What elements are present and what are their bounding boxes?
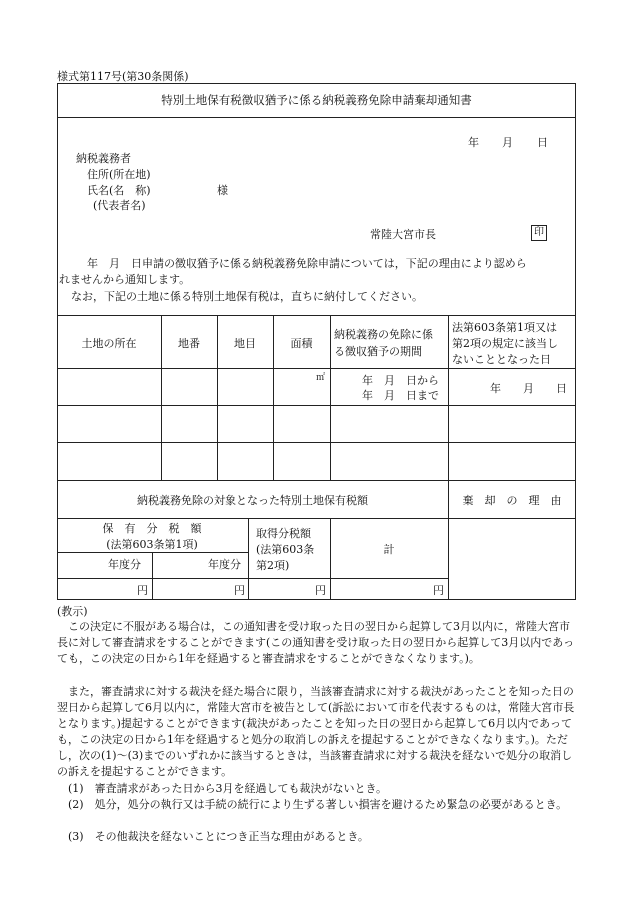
date-month: 月 xyxy=(502,136,513,149)
notice-item-3: (3) その他裁決を経ないことにつき正当な理由があるとき。 xyxy=(68,830,369,843)
yen-4: 円 xyxy=(433,584,444,597)
yen-1: 円 xyxy=(137,584,148,597)
yen-row-top xyxy=(57,578,448,579)
table1-header-bottom xyxy=(57,368,576,369)
notice-heading: (教示) xyxy=(57,605,88,618)
header-location: 土地の所在 xyxy=(81,337,137,350)
title-divider xyxy=(57,117,576,118)
notice-paragraph-2: また，審査請求に対する裁決を経た場合に限り，当該審査請求に対する裁決があったことを知った日の翌日から起算して6月以内に，常陸大宮市を被告として(訴訟において市を代表するものは，常陸大宮市長となります。)提起することができます(裁決があったことを知った日の翌日から起算して6月以内であっても，この決定の日から1年を経過すると処分の取消しの訴えを提起することができなくなります。)。ただし，次の(1)～(3)までのいずれかに該当するときは，当該審査請求に対する裁決を経ないで処分の取消しの訴えを提起することができます。 xyxy=(57,685,575,778)
holding-tax-label: 保 有 分 税 額 xyxy=(102,522,202,535)
header-date-3: ないこととなった日 xyxy=(452,353,551,366)
body-line-2: れませんから通知します。 xyxy=(59,273,191,286)
table1-col4 xyxy=(330,315,331,480)
header-area: 面積 xyxy=(290,337,313,350)
taxpayer-label: 納税義務者 xyxy=(76,152,131,165)
notice-item-1: (1) 審査請求があった日から3月を経過しても裁決がないとき。 xyxy=(68,782,388,795)
header-category: 地目 xyxy=(234,337,256,350)
table1-bottom xyxy=(57,480,576,481)
taxpayer-name: 氏名(名 称) xyxy=(87,184,151,197)
acquisition-tax-1: 取得分税額 xyxy=(256,527,311,540)
table1-row1-bottom xyxy=(57,405,576,406)
header-date-2: 第2項の規定に該当し xyxy=(452,337,558,350)
header-lot: 地番 xyxy=(178,337,200,350)
rejection-reason-header: 棄 却 の 理 由 xyxy=(462,494,562,507)
acquisition-tax-3: 第2項) xyxy=(256,559,290,572)
yen-3: 円 xyxy=(315,584,326,597)
table1-col5 xyxy=(448,315,449,480)
taxpayer-honorific: 様 xyxy=(217,184,228,197)
header-period-1: 納税義務の免除に係 xyxy=(334,328,433,341)
header-date-1: 法第603条第1項又は xyxy=(452,321,557,334)
taxpayer-representative: (代表者名) xyxy=(93,199,146,212)
fiscal-year-split xyxy=(152,552,153,600)
holding-acq-split xyxy=(248,518,249,600)
date-year: 年 xyxy=(468,136,479,149)
fiscal-year-2: 年度分 xyxy=(208,558,241,571)
fiscal-year-1: 年度分 xyxy=(108,558,141,571)
table2-header-bottom xyxy=(57,518,576,519)
form-number: 様式第117号(第30条関係) xyxy=(57,70,189,83)
period-to: 年 月 日まで xyxy=(362,389,439,402)
notice-paragraph-1: この決定に不服がある場合は，この通知書を受け取った日の翌日から起算して3月以内に，常陸大宮市長に対して審査請求をすることができます(この通知書を受け取った日の翌日から起算して3月以内であっても，この決定の日から1年を経過すると審査請求をすることができなくなります。)。 xyxy=(57,620,575,665)
table1-top xyxy=(57,315,576,316)
acq-total-split xyxy=(330,518,331,600)
period-from: 年 月 日から xyxy=(362,374,439,387)
tax-amount-header: 納税義務免除の対象となった特別土地保有税額 xyxy=(137,494,368,507)
yen-2: 円 xyxy=(234,584,245,597)
acquisition-tax-2: (法第603条 xyxy=(256,543,315,556)
seal-mark: 印 xyxy=(531,225,547,241)
notice-item-2: (2) 処分，処分の執行又は手続の続行により生ずる著しい損害を避けるため緊急の必要があるとき。 xyxy=(68,798,568,811)
total-label: 計 xyxy=(383,543,395,556)
body-line-1: 年 月 日申請の徴収猶予に係る納税義務免除申請については，下記の理由により認めら xyxy=(87,257,527,270)
date-day: 日 xyxy=(537,136,548,149)
issuer-name: 常陸大宮市長 xyxy=(370,228,436,241)
area-unit: ㎡ xyxy=(316,373,326,383)
form-title: 特別土地保有税徴収猶予に係る納税義務免除申請棄却通知書 xyxy=(161,93,472,107)
date-applicable-value: 年 月 日 xyxy=(490,382,567,395)
holding-tax-ref: (法第603条第1項) xyxy=(106,538,198,551)
body-line-3: なお，下記の土地に係る特別土地保有税は，直ちに納付してください。 xyxy=(71,290,423,303)
table1-row2-bottom xyxy=(57,442,576,443)
taxpayer-address: 住所(所在地) xyxy=(87,168,151,181)
header-period-2: る徴収猶予の期間 xyxy=(334,345,422,358)
